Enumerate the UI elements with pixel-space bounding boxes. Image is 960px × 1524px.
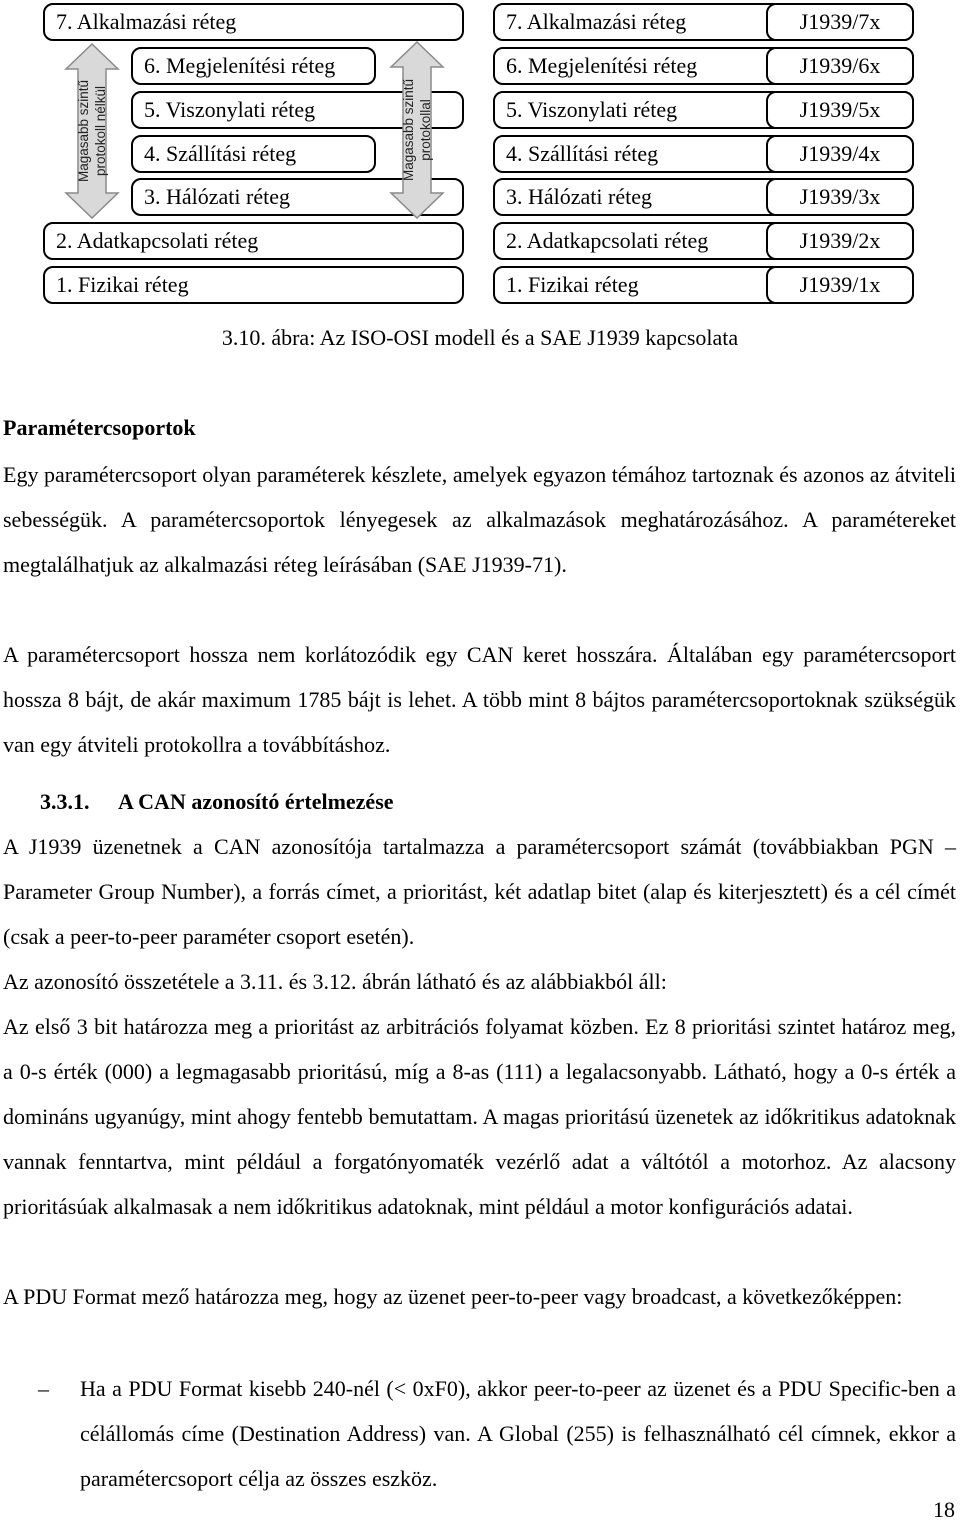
j1939-layer-2-label: J1939/2x [799,228,881,253]
left-layer-1 [43,266,464,304]
j1939-layer-1-label: J1939/1x [799,272,881,297]
subsection-number: 3.3.1. [40,789,90,814]
paragraph: Az első 3 bit határozza meg a prioritást az arbitrációs folyamat közben. Ez 8 prioritási szintet határoz meg, a 0-s érték (000) a legmagasabb prioritású, míg a 8-as (111) a legalacsonyabb. Látható, hogy a 0-s érték a domináns ugyanúgy, mint ahogy fentebb bemutattam. A magas prioritású üzenetek az időkritikus adatoknak vannak fenntartva, mint például a forgatónyomaték vezérlő adat a váltótól a motorhoz. Az alacsony prioritásúak alkalmasak a nem időkritikus adatoknak, mint például a motor konfigurációs adatai. [3,1014,956,1219]
right-layer-6-label: 6. Megjelenítési réteg [506,53,698,78]
j1939-layer-1 [766,266,914,304]
right-layer-3-label: 3. Hálózati réteg [506,184,652,209]
subsection-title: A CAN azonosító értelmezése [118,789,394,814]
right-layer-7-label: 7. Alkalmazási réteg [506,9,687,34]
list-item: Ha a PDU Format kisebb 240-nél (< 0xF0), akkor peer-to-peer az üzenet és a PDU Specific-ben a célállomás címe (Destination Address) van. A Global (255) is felhasználható cél címnek, ekkor a paramétercsoport célja az összes eszköz. [80,1376,956,1491]
left-layer-6-label: 6. Megjelenítési réteg [144,53,336,78]
paragraph: A PDU Format mező határozza meg, hogy az üzenet peer-to-peer vagy broadcast, a következőképpen: [3,1284,903,1309]
right-layer-1-label: 1. Fizikai réteg [506,272,639,297]
left-layer-4 [131,135,376,173]
j1939-layer-6-label: J1939/6x [799,53,881,78]
left-layer-3-label: 3. Hálózati réteg [144,184,290,209]
left-double-arrow [64,43,120,219]
left-layer-5-label: 5. Viszonylati réteg [144,97,316,122]
left-arrow-label-line2: protokoll nélkül [93,85,108,177]
paragraph: A paramétercsoport hossza nem korlátozódik egy CAN keret hosszára. Általában egy paramétercsoport hossza 8 bájt, de akár maximum 1785 bájt is lehet. A több mint 8 bájtos paramétercsoportoknak szükségük van egy átviteli protokollra a továbbításhoz. [3,642,956,757]
j1939-layer-2 [766,222,914,260]
paragraph: A J1939 üzenetnek a CAN azonosítója tartalmazza a paramétercsoport számát (továbbiakban PGN – Parameter Group Number), a forrás címet, a prioritást, két adatlap bitet (alap és kiterjesztett) és a cél címét (csak a peer-to-peer paraméter csoport esetén). [3,834,956,949]
j1939-layer-5-label: J1939/5x [799,97,881,122]
right-arrow-label-line1: Magasabb szintű [401,78,416,182]
left-layer-7-label: 7. Alkalmazási réteg [56,9,237,34]
left-layer-4-label: 4. Szállítási réteg [144,141,297,166]
j1939-layer-6 [766,47,914,85]
section-heading-parameter-groups: Paramétercsoportok [3,415,196,440]
left-layer-1-label: 1. Fizikai réteg [56,272,189,297]
figure-caption: 3.10. ábra: Az ISO-OSI modell és a SAE J1939 kapcsolata [221,325,739,350]
left-layer-2-label: 2. Adatkapcsolati réteg [56,228,259,253]
right-layer-5-label: 5. Viszonylati réteg [506,97,678,122]
right-double-arrow [389,41,445,219]
left-layer-7 [43,3,464,41]
right-layer-4-label: 4. Szállítási réteg [506,141,659,166]
left-arrow-label-line1: Magasabb szintű [76,79,91,183]
j1939-layer-4 [766,135,914,173]
left-layer-2 [43,222,464,260]
j1939-layer-7-label: J1939/7x [799,9,881,34]
right-arrow-label-line2: protokollal [418,99,433,161]
j1939-layer-4-label: J1939/4x [799,141,881,166]
page-number: 18 [933,1497,955,1522]
j1939-layer-7 [766,3,914,41]
right-layer-2-label: 2. Adatkapcsolati réteg [506,228,709,253]
paragraph: Egy paramétercsoport olyan paraméterek készlete, amelyek egyazon témához tartoznak és azonos az átviteli sebességük. A paramétercsoportok lényegesek az alkalmazások meghatározásához. A paramétereket megtalálhatjuk az alkalmazási réteg leírásában (SAE J1939-71). [3,462,956,577]
j1939-layer-3-label: J1939/3x [799,184,881,209]
j1939-layer-3 [766,178,914,216]
paragraph: Az azonosító összetétele a 3.11. és 3.12. ábrán látható és az alábbiakból áll: [3,969,667,994]
list-bullet-dash: – [38,1376,49,1401]
left-layer-6 [131,47,376,85]
j1939-layer-5 [766,91,914,129]
